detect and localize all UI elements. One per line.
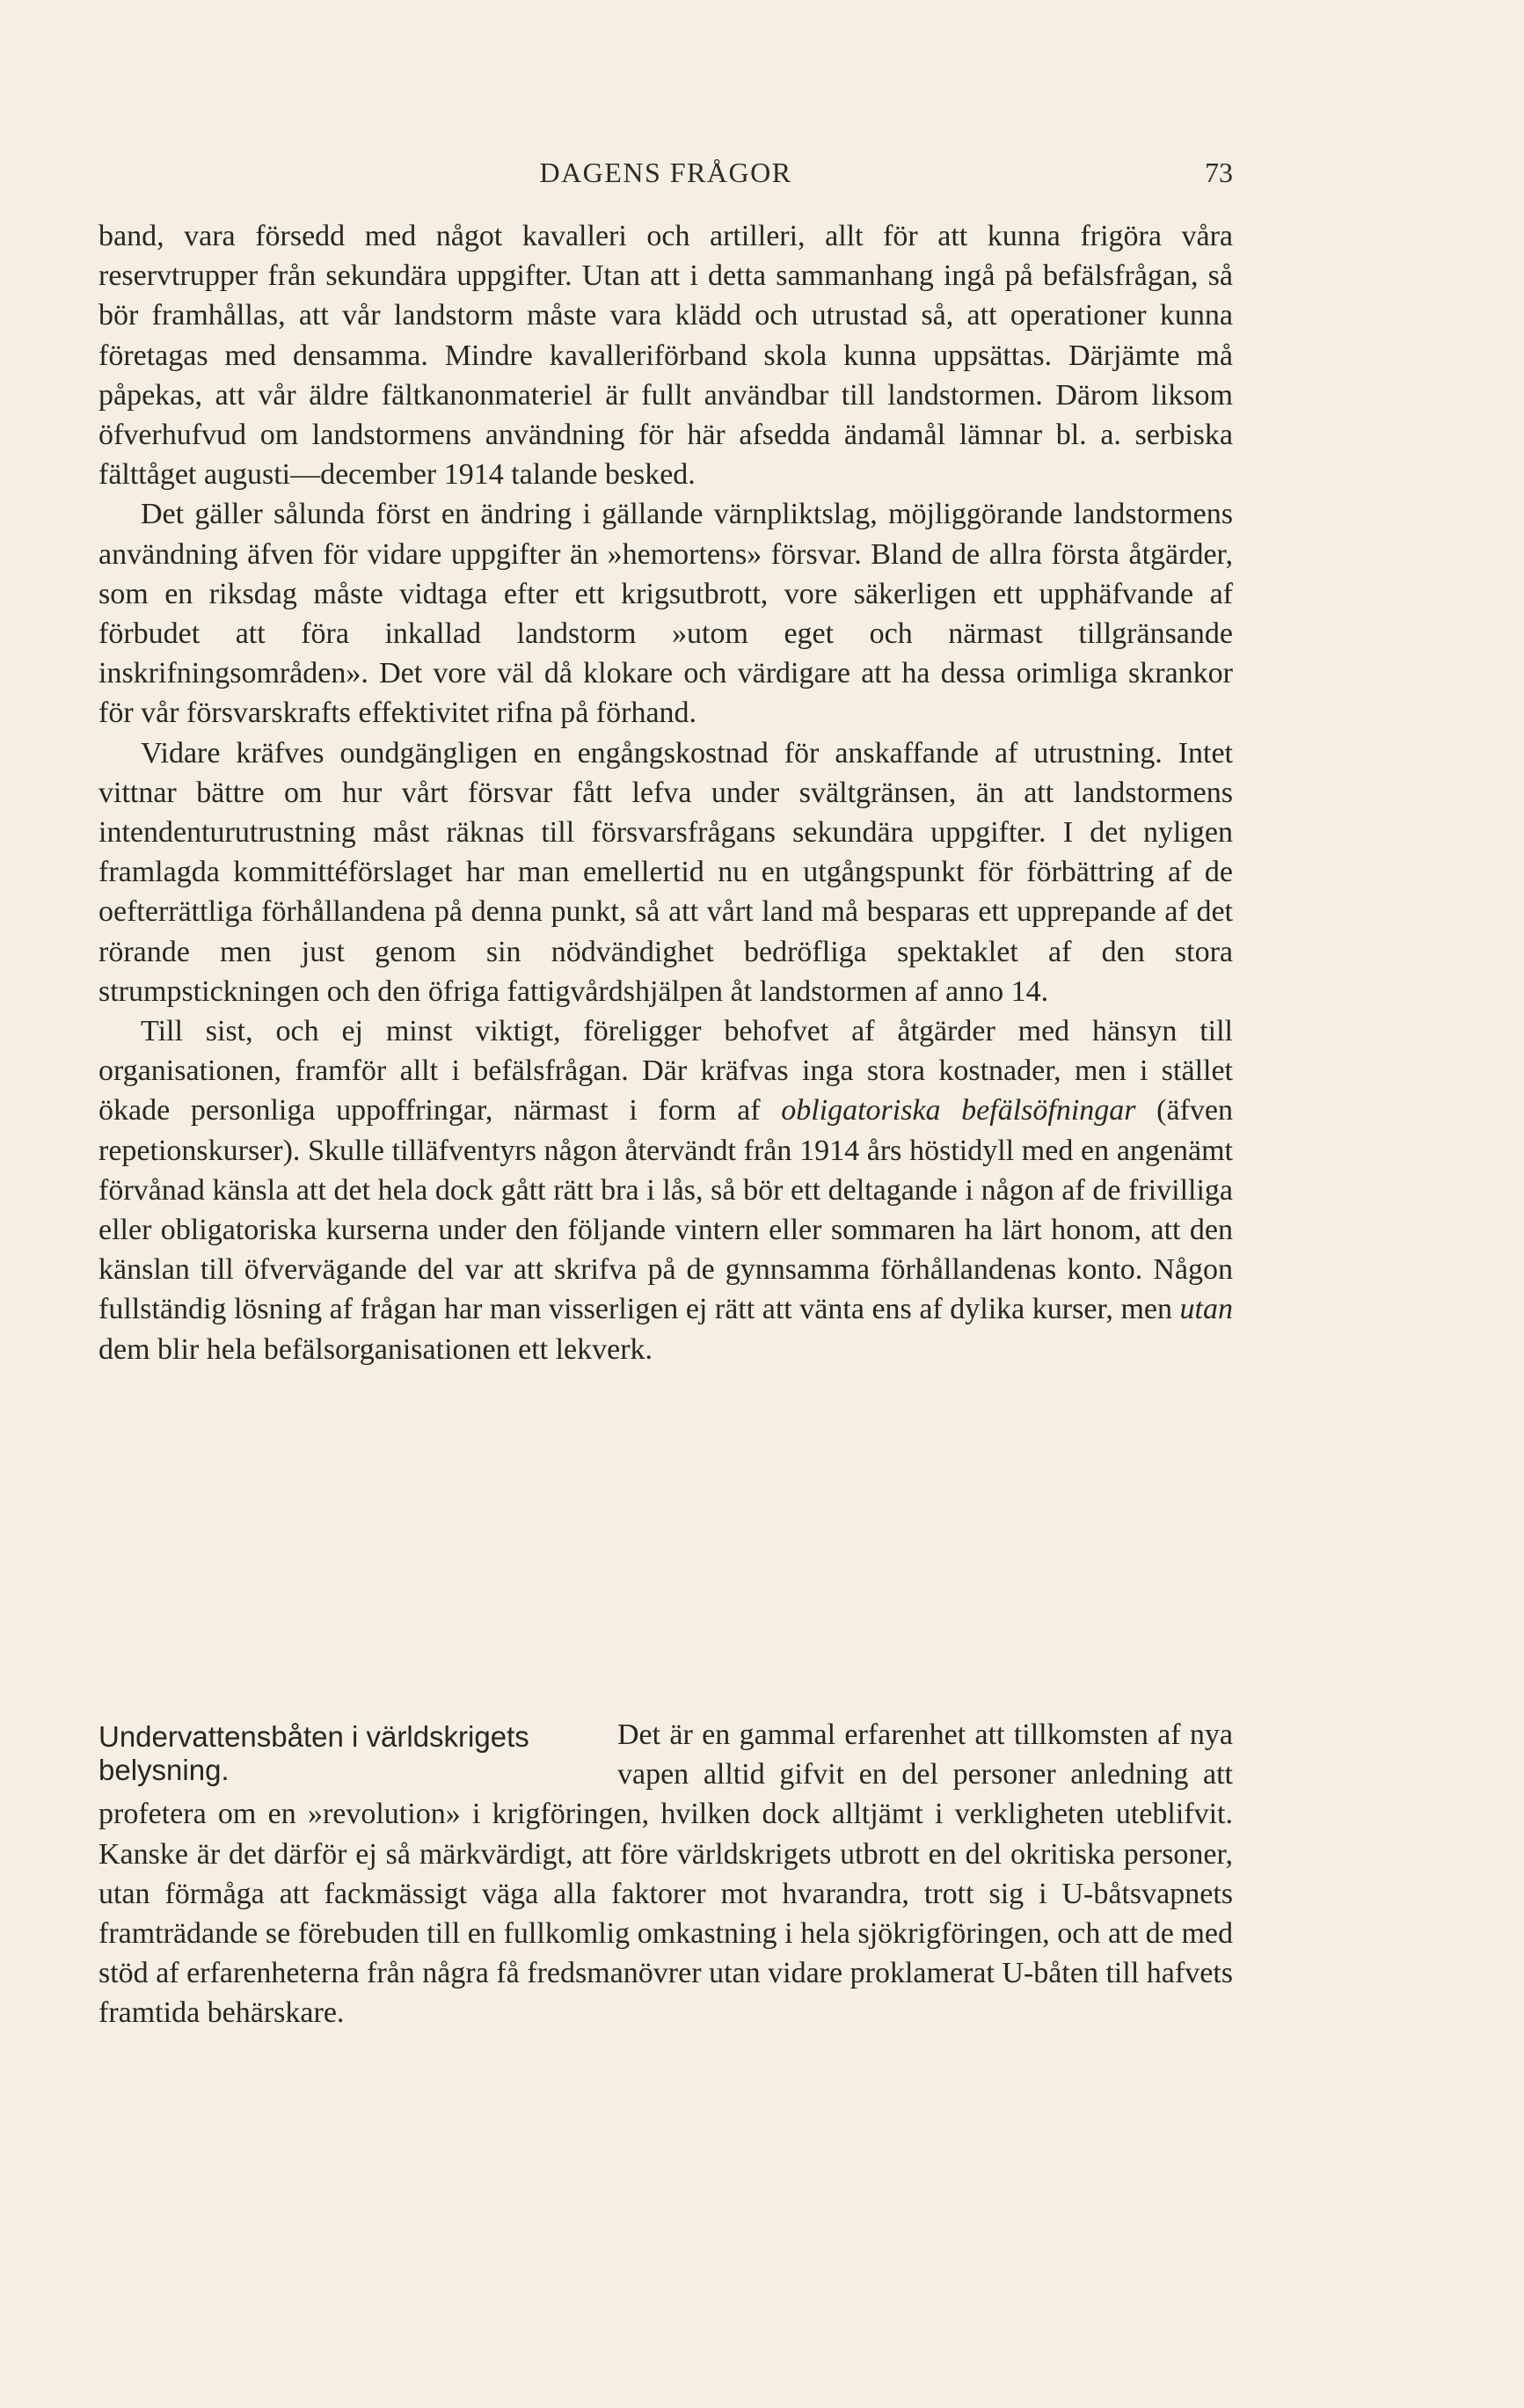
- running-head-title: DAGENS FRÅGOR: [539, 157, 792, 188]
- paragraph-4-part-a: Till sist, och ej minst viktigt, föreligger behofvet af åtgärder med hänsyn till organisationen, framför allt i befälsfrågan. Där kräfvas inga stora kostnader, men i stället ökade personliga uppoffringar, närmast i form af: [98, 1015, 1233, 1127]
- page-number: 73: [1205, 157, 1233, 188]
- paragraph-4-part-b: (äfven repetionskurser). Skulle tilläfventyrs någon återvändt från 1914 års höstidyll med en angenämt förvånad känsla att det hela dock gått rätt bra i lås, så bör ett deltagande i någon af de frivilliga eller obligatoriska kurserna under den följande vintern eller sommaren ha lärt honom, att den känslan till öfvervägande del var att skrifva på de gynnsamma förhållandenas konto. Någon fullständig lösning af frågan har man visserligen ej rätt att vänta ens af dylika kurser, men: [98, 1094, 1233, 1326]
- paragraph-1: band, vara försedd med något kavalleri och artilleri, allt för att kunna frigöra våra reservtrupper från sekundära uppgifter. Utan att i detta sammanhang ingå på befälsfrågan, så bör framhållas, att vår landstorm måste vara klädd och utrustad så, att operationer kunna företagas med densamma. Mindre kavalleriförband skola kunna uppsättas. Därjämte må påpekas, att vår äldre fältkanonmateriel är fullt användbar till landstormen. Därom liksom öfverhufvud om landstormens användning för här afsedda ändamål lämnar bl. a. serbiska fälttåget augusti—december 1914 talande besked.: [98, 220, 1233, 492]
- paragraph-4: [98, 1011, 1233, 1369]
- paragraph-4-italic: obligatoriska befälsöfningar: [781, 1094, 1136, 1127]
- section-paragraph: Det är en gammal erfarenhet att tillkomsten af nya vapen alltid gifvit en del personer anledning att profetera om en »revolution» i krigföringen, hvilken dock alltjämt i verkligheten uteblifvit. Kanske är det därför ej så märkvärdigt, att före världskrigets utbrott en del okritiska personer, utan förmåga att fackmässigt väga alla faktorer mot hvarandra, trott sig i U-båtsvapnets framträdande se förebuden till en fullkomlig omkastning i hela sjökrigföringen, och att de med stöd af erfarenheterna från några få fredsmanövrer utan vidare proklamerat U-båten till hafvets framtida behärskare.: [98, 1718, 1233, 2030]
- running-head: [98, 157, 1233, 192]
- section-undervattensbaten: [98, 1715, 1233, 2033]
- paragraph-4-italic-2: utan: [1179, 1293, 1233, 1326]
- paragraph-3: Vidare kräfves oundgängligen en engångskostnad för anskaffande af utrustning. Intet vittnar bättre om hur vårt försvar fått lefva under svältgränsen, än att landstormens intendenturutrustning måst räknas till försvarsfrågans sekundära uppgifter. I det nyligen framlagda kommittéförslaget har man emellertid nu en utgångspunkt för förbättring af de oefterrättliga förhållandena på denna punkt, så att vårt land må besparas ett upprepande af det rörande men just genom sin nödvändighet bedröfliga spektaklet af den stora strumpstickningen och den öfriga fattigvårdshjälpen åt landstormen af anno 14.: [98, 736, 1233, 1008]
- paragraph-4-part-c: dem blir hela befälsorganisationen ett lekverk.: [98, 1332, 653, 1366]
- paragraph-2: Det gäller sålunda först en ändring i gällande värnpliktslag, möjliggörande landstormens användning äfven för vidare uppgifter än »hemortens» försvar. Bland de allra första åtgärder, som en riksdag måste vidtaga efter ett krigsutbrott, vore säkerligen ett upphäfvande af förbudet att föra inkallad landstorm »utom eget och närmast tillgränsande inskrifningsområden». Det vore väl då klokare och värdigare att ha dessa orimliga skrankor för vår försvarskrafts effektivitet rifna på förhand.: [98, 498, 1233, 730]
- section-heading: Undervattensbåten i världskrigets belysning.: [98, 1720, 529, 1786]
- body-text: [98, 216, 1233, 1369]
